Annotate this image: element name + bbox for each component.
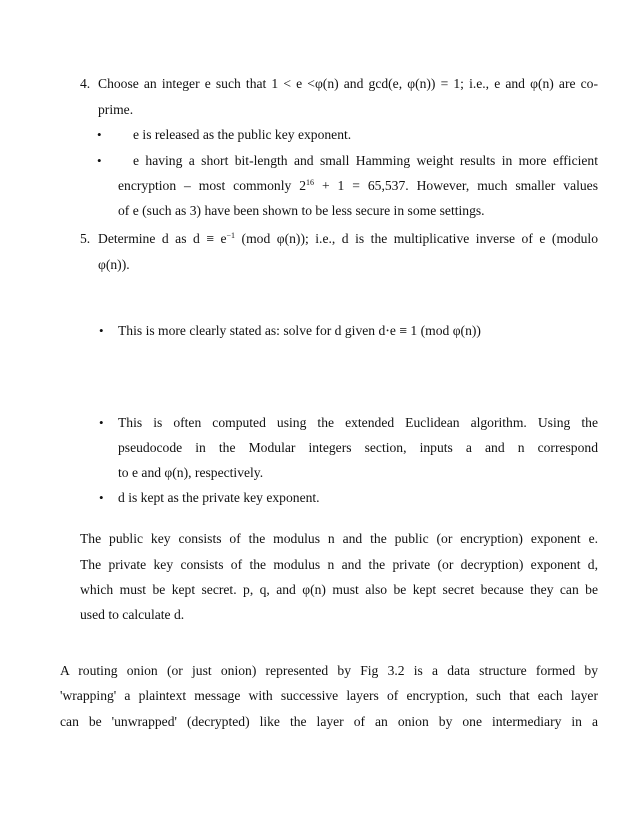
step-4-line-2: prime. — [98, 102, 134, 117]
step-5-bullet-1: This is more clearly stated as: solve for d given d⋅e ≡ 1 (mod φ(n)) — [118, 323, 481, 338]
step-5-bullet-2-line-2: pseudocode in the Modular integers section, inputs a and n correspond — [118, 440, 598, 455]
bullet-icon: • — [99, 415, 104, 430]
keys-paragraph-line-4: used to calculate d. — [80, 607, 185, 622]
step-4-line-1: Choose an integer e such that 1 < e <φ(n) and gcd(e, φ(n)) = 1; i.e., e and φ(n) are co- — [98, 76, 598, 91]
step-5-bullet-2-line-3: to e and φ(n), respectively. — [118, 465, 264, 480]
keys-paragraph-line-2: The private key consists of the modulus n and the private (or decryption) exponent d, — [80, 557, 598, 572]
onion-paragraph-line-2: 'wrapping' a plaintext message with successive layers of encryption, such that each layer — [60, 688, 598, 703]
text-fragment: encryption – most commonly 2 — [118, 178, 307, 193]
onion-paragraph-line-3: can be 'unwrapped' (decrypted) like the layer of an onion by one intermediary in a — [60, 714, 598, 729]
text-fragment: + 1 = 65,537. However, much smaller values — [314, 178, 598, 193]
step-4-number: 4. — [80, 76, 91, 91]
superscript: −1 — [226, 231, 236, 240]
step-4-bullet-1: e is released as the public key exponent. — [133, 127, 352, 142]
step-5-bullet-3: d is kept as the private key exponent. — [118, 490, 320, 505]
step-5-line-2: φ(n)). — [98, 257, 130, 272]
text-fragment: Determine d as d ≡ e — [98, 231, 227, 246]
step-4-bullet-2-line-1: e having a short bit-length and small Hamming weight results in more efficient — [133, 153, 598, 168]
onion-paragraph-line-1: A routing onion (or just onion) represented by Fig 3.2 is a data structure formed by — [60, 663, 598, 678]
bullet-icon: • — [97, 153, 102, 168]
step-4-bullet-2-line-3: of e (such as 3) have been shown to be less secure in some settings. — [118, 203, 485, 218]
bullet-icon: • — [99, 323, 104, 338]
keys-paragraph-line-1: The public key consists of the modulus n and the public (or encryption) exponent e. — [80, 531, 598, 546]
text-fragment: (mod φ(n)); i.e., d is the multiplicative inverse of e (modulo — [235, 231, 598, 246]
superscript: 16 — [306, 178, 315, 187]
step-4-bullet-2-line-2 — [118, 177, 598, 195]
bullet-icon: • — [99, 490, 104, 505]
step-5-line-1 — [98, 230, 598, 248]
bullet-icon: • — [97, 127, 102, 142]
step-5-number: 5. — [80, 231, 91, 246]
step-5-bullet-2-line-1: This is often computed using the extended Euclidean algorithm. Using the — [118, 415, 598, 430]
keys-paragraph-line-3: which must be kept secret. p, q, and φ(n) must also be kept secret because they can be — [80, 582, 598, 597]
